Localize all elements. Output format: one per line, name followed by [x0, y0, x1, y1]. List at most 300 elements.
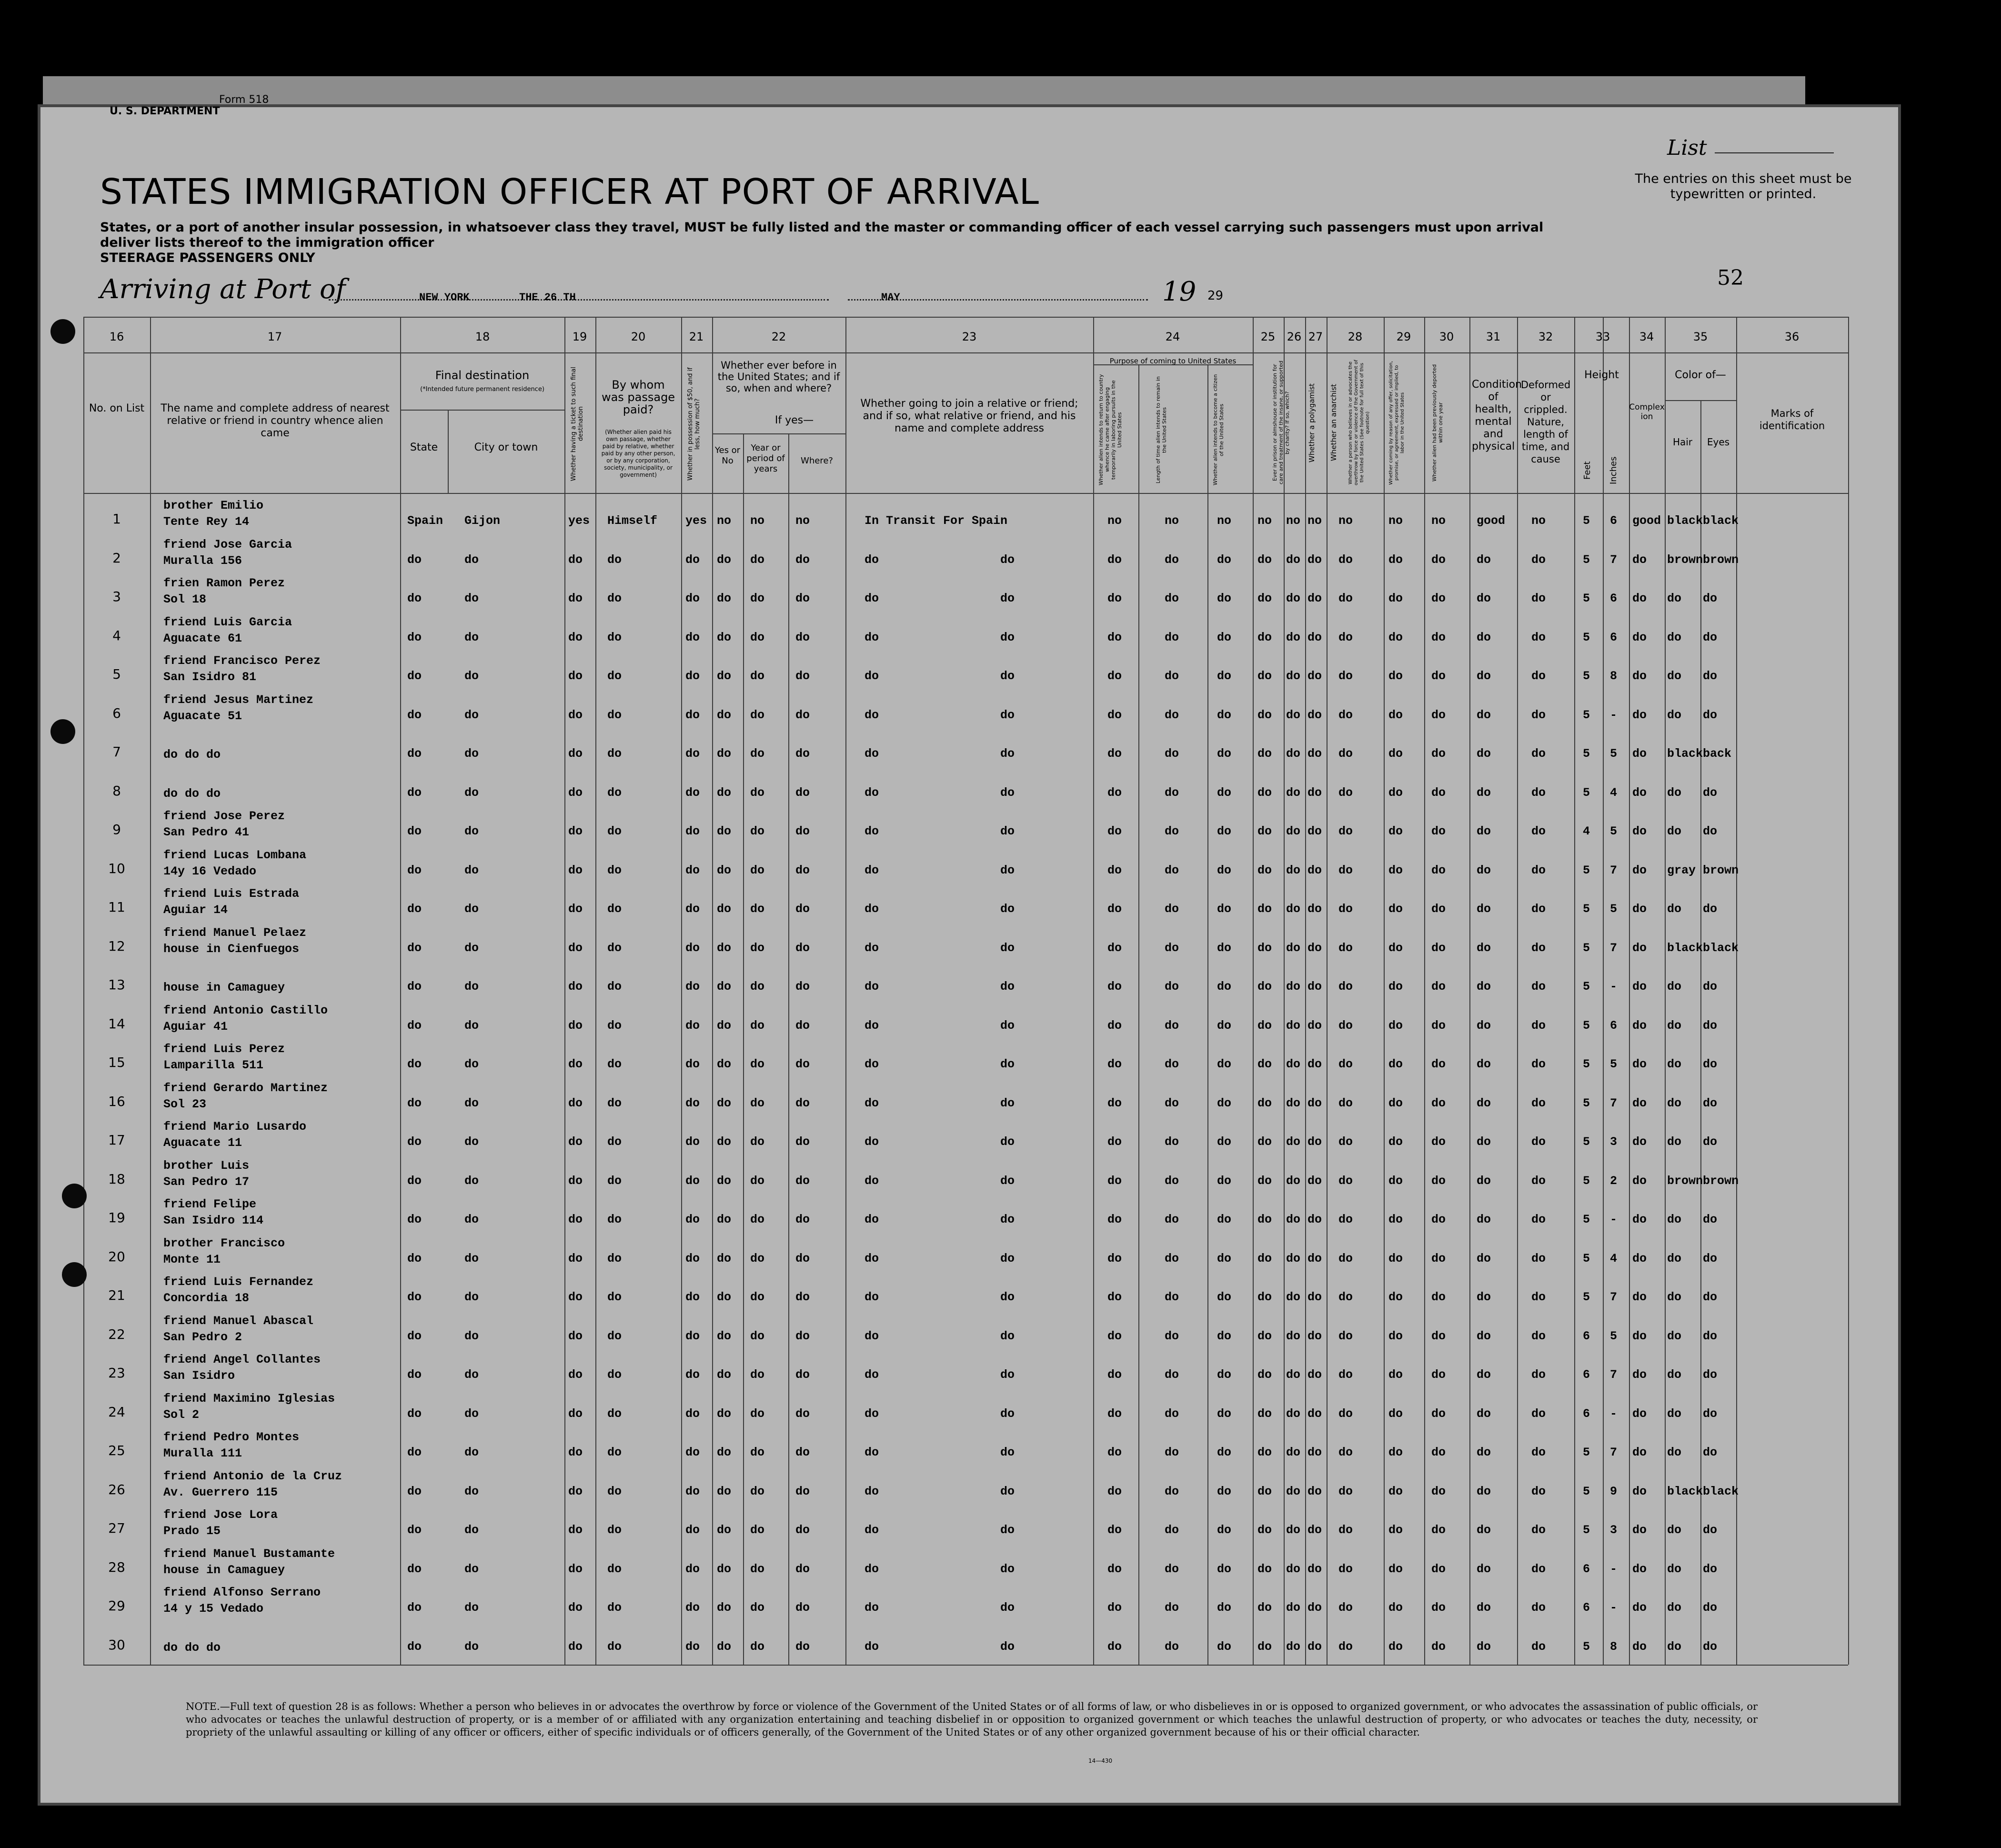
cell-p3: do	[1217, 941, 1232, 955]
cell-deformed: do	[1531, 1601, 1546, 1615]
cell-possession: do	[685, 1135, 700, 1149]
cell-c25: do	[1257, 708, 1272, 722]
page-subtitle	[100, 220, 1577, 266]
cell-c26: do	[1286, 863, 1301, 877]
cell-paid: do	[607, 1057, 622, 1071]
cell-hair: do	[1667, 1251, 1682, 1265]
cell-ticket: do	[568, 941, 583, 955]
row-number: 16	[108, 1093, 125, 1109]
cell-p1: do	[1107, 1639, 1122, 1654]
row-number: 14	[108, 1015, 125, 1032]
cell-c25: do	[1257, 1639, 1272, 1654]
cell-deformed: do	[1531, 824, 1546, 838]
cell-state: do	[407, 1057, 422, 1071]
cell-p1: do	[1107, 708, 1122, 722]
cell-c27: do	[1307, 1523, 1322, 1537]
cell-paid: do	[607, 980, 622, 994]
cell-eyes: do	[1703, 1406, 1718, 1421]
cell-possession: do	[685, 785, 700, 800]
cell-health: do	[1477, 552, 1491, 567]
cell-deformed: do	[1531, 980, 1546, 994]
cell-inches: 8	[1610, 669, 1618, 683]
relative-address: do do do	[163, 786, 221, 801]
relative-name: friend Antonio de la Cruz	[163, 1469, 342, 1483]
relative-name: friend Luis Fernandez	[163, 1275, 314, 1289]
cell-eyes: do	[1703, 1446, 1718, 1459]
cell-deformed: do	[1531, 1523, 1546, 1537]
cell-eyes: do	[1703, 1290, 1718, 1304]
cell-city: do	[464, 1639, 479, 1654]
cell-p1: do	[1107, 1484, 1122, 1498]
cell-paid: do	[607, 1290, 622, 1304]
cell-c25: do	[1257, 1251, 1272, 1265]
header-no-on-list: No. on List	[89, 402, 145, 414]
cell-p2: do	[1165, 1057, 1179, 1071]
cell-hair: brown	[1667, 552, 1703, 567]
header-deported: Whether alien had been previously deported within one year	[1431, 364, 1444, 482]
cell-c26: do	[1286, 552, 1301, 567]
header-purpose: Purpose of coming to United States	[1109, 357, 1237, 365]
column-number: 23	[962, 330, 977, 343]
cell-c28: do	[1338, 1446, 1353, 1459]
header-prison: Ever in prison or almshouse or institution for care and treatment of the insane, or supported by charity? If so, which?	[1272, 361, 1290, 485]
cell-state: Spain	[407, 514, 443, 528]
column-number: 22	[771, 330, 786, 343]
cell-ticket: do	[568, 1484, 583, 1498]
cell-where: do	[795, 824, 810, 838]
cell-city: do	[464, 1523, 479, 1537]
relative-address: Muralla 156	[163, 553, 242, 568]
cell-c27: do	[1307, 747, 1322, 761]
cell-year: do	[750, 1601, 765, 1615]
cell-ticket: do	[568, 1562, 583, 1576]
cell-yn: do	[717, 941, 732, 955]
cell-state: do	[407, 824, 422, 838]
header-purpose-citizen: Whether alien intends to become a citizen of the United States	[1212, 374, 1225, 486]
cell-ticket: do	[568, 1251, 583, 1265]
cell-complexion: do	[1632, 1251, 1647, 1265]
cell-year: do	[750, 863, 765, 877]
cell-city: do	[464, 1446, 479, 1459]
cell-c26: do	[1286, 1484, 1301, 1498]
cell-joining: do	[865, 1446, 879, 1459]
cell-joining: do	[865, 941, 879, 955]
header-polygamist: Whether a polygamist	[1307, 383, 1316, 462]
cell-joining: do	[865, 747, 879, 761]
cell-ticket: do	[568, 1329, 583, 1343]
cell-possession: yes	[685, 514, 707, 528]
year-prefix: 19	[1162, 276, 1197, 307]
cell-complexion: do	[1632, 592, 1647, 605]
cell-p3: do	[1217, 1057, 1232, 1071]
cell-joining: In Transit For Spain	[865, 514, 1008, 528]
cell-ticket: do	[568, 1639, 583, 1654]
cell-year: do	[750, 1018, 765, 1033]
year-suffix: 29	[1207, 289, 1224, 303]
cell-health: do	[1477, 1290, 1491, 1304]
cell-c30: do	[1431, 1329, 1446, 1343]
cell-deformed: do	[1531, 1251, 1546, 1265]
cell-state: do	[407, 708, 422, 722]
cell-c30: do	[1431, 1057, 1446, 1071]
cell-health: do	[1477, 592, 1491, 605]
cell-eyes: do	[1703, 592, 1718, 605]
cell-hair: black	[1667, 514, 1703, 528]
cell-feet: 5	[1583, 1135, 1590, 1149]
cell-possession: do	[685, 1251, 700, 1265]
cell-deformed: do	[1531, 941, 1546, 955]
cell-complexion: do	[1632, 1018, 1647, 1033]
cell-complexion: do	[1632, 1639, 1647, 1654]
column-number: 25	[1260, 330, 1276, 343]
cell-where: do	[795, 980, 810, 994]
cell-hair: do	[1667, 1639, 1682, 1654]
cell-year: do	[750, 785, 765, 800]
cell-city: do	[464, 785, 479, 800]
cell-state: do	[407, 1406, 422, 1421]
cell-where: do	[795, 1290, 810, 1304]
cell-eyes: do	[1703, 1523, 1718, 1537]
footnote-question-28: NOTE.—Full text of question 28 is as follows: Whether a person who believes in or advocates the overthrow by force or violence of the Government of the United States or of all forms of law, or who disbelieves in or is opposed to organized government, or who advocates the assassination of public officials, or who advocates or teaches the unlawful destruction of property, or is a member of or affiliated with any organization entertaining and teaching disbelief in or opposition to organized government or which teaches the unlawful destruction of property, or who advocates or teaches the duty, necessity, or propriety of the unlawful assaulting or killing of any officer or officers, either of specific individuals or of officers generally, of the Government of the United States or of any other organized government because of his or their official character.	[186, 1701, 1758, 1738]
cell-inches: 6	[1610, 592, 1618, 605]
cell-c26: do	[1286, 1601, 1301, 1615]
cell-city: do	[464, 980, 479, 994]
cell-c26: do	[1286, 1523, 1301, 1537]
cell-eyes: do	[1703, 785, 1718, 800]
cell-joining2: do	[1000, 941, 1015, 955]
cell-p2: do	[1165, 1329, 1179, 1343]
cell-joining2: do	[1000, 592, 1015, 605]
cell-hair: black	[1667, 941, 1703, 955]
cell-inches: -	[1610, 1406, 1618, 1421]
cell-health: do	[1477, 941, 1491, 955]
cell-c26: do	[1286, 1368, 1301, 1382]
arriving-label: Arriving at Port of	[100, 274, 346, 305]
cell-c27: do	[1307, 1057, 1322, 1071]
cell-feet: 6	[1583, 1329, 1590, 1343]
cell-p3: do	[1217, 1251, 1232, 1265]
relative-name: brother Luis	[163, 1158, 250, 1173]
cell-inches: 5	[1610, 747, 1618, 761]
cell-p2: do	[1165, 1174, 1179, 1188]
cell-c28: do	[1338, 1329, 1353, 1343]
cell-possession: do	[685, 863, 700, 877]
cell-where: do	[795, 785, 810, 800]
cell-year: do	[750, 1096, 765, 1110]
header-state: State	[410, 442, 438, 453]
column-number: 32	[1538, 330, 1553, 343]
cell-city: do	[464, 1406, 479, 1421]
cell-health: do	[1477, 1639, 1491, 1654]
cell-joining: do	[865, 552, 879, 567]
cell-c25: do	[1257, 902, 1272, 916]
row-number: 30	[108, 1637, 125, 1653]
cell-ticket: do	[568, 630, 583, 644]
port-value: NEW YORK	[419, 291, 470, 303]
cell-p1: do	[1107, 1601, 1122, 1615]
cell-inches: 8	[1610, 1639, 1618, 1654]
cell-hair: do	[1667, 1329, 1682, 1343]
cell-p3: do	[1217, 1562, 1232, 1576]
cell-where: do	[795, 1329, 810, 1343]
cell-feet: 5	[1583, 902, 1590, 916]
cell-where: do	[795, 1446, 810, 1459]
cell-complexion: do	[1632, 1484, 1647, 1498]
cell-health: do	[1477, 1135, 1491, 1149]
cell-complexion: do	[1632, 552, 1647, 567]
cell-complexion: do	[1632, 1406, 1647, 1421]
cell-city: Gijon	[464, 514, 501, 528]
cell-where: do	[795, 1057, 810, 1071]
row-number: 24	[108, 1404, 125, 1420]
row-number: 12	[108, 938, 125, 954]
cell-c26: do	[1286, 1018, 1301, 1033]
cell-complexion: do	[1632, 824, 1647, 838]
cell-eyes: do	[1703, 1135, 1718, 1149]
cell-c29: do	[1388, 863, 1403, 877]
cell-yn: do	[717, 824, 732, 838]
cell-where: do	[795, 1018, 810, 1033]
cell-year: do	[750, 1523, 765, 1537]
cell-year: do	[750, 552, 765, 567]
month-value: MAY	[881, 291, 900, 303]
cell-deformed: do	[1531, 1135, 1546, 1149]
cell-c28: do	[1338, 863, 1353, 877]
cell-c27: do	[1307, 1562, 1322, 1576]
cell-where: do	[795, 1562, 810, 1576]
cell-joining: do	[865, 1096, 879, 1110]
cell-c28: do	[1338, 1368, 1353, 1382]
header-year-period: Year or period of years	[746, 443, 785, 474]
relative-address: San Pedro 41	[163, 825, 250, 839]
cell-city: do	[464, 1135, 479, 1149]
cell-yn: do	[717, 1562, 732, 1576]
cell-yn: do	[717, 1290, 732, 1304]
cell-joining2: do	[1000, 1018, 1015, 1033]
cell-where: do	[795, 1368, 810, 1382]
cell-city: do	[464, 708, 479, 722]
cell-paid: do	[607, 785, 622, 800]
cell-feet: 5	[1583, 747, 1590, 761]
cell-p1: no	[1107, 514, 1122, 528]
row-number: 17	[108, 1132, 125, 1148]
cell-p3: no	[1217, 514, 1232, 528]
cell-c25: do	[1257, 1213, 1272, 1226]
header-purpose-length: Length of time alien intends to remain in the United States	[1155, 376, 1167, 483]
cell-paid: do	[607, 1096, 622, 1110]
header-purpose-return: Whether alien intends to return to country whence he came after engaging temporarily in laboring pursuits in the United States	[1098, 374, 1123, 486]
cell-c27: do	[1307, 592, 1322, 605]
cell-p2: do	[1165, 941, 1179, 955]
cell-joining2: do	[1000, 1562, 1015, 1576]
cell-complexion: do	[1632, 747, 1647, 761]
cell-p3: do	[1217, 1213, 1232, 1226]
cell-joining2: do	[1000, 669, 1015, 683]
cell-deformed: do	[1531, 1213, 1546, 1226]
cell-c27: do	[1307, 1174, 1322, 1188]
cell-c30: do	[1431, 1251, 1446, 1265]
cell-hair: do	[1667, 1562, 1682, 1576]
cell-state: do	[407, 1251, 422, 1265]
cell-eyes: black	[1703, 941, 1739, 955]
cell-p2: do	[1165, 1446, 1179, 1459]
cell-health: do	[1477, 1174, 1491, 1188]
relative-address: San Isidro 114	[163, 1214, 264, 1227]
cell-feet: 5	[1583, 514, 1590, 528]
cell-state: do	[407, 941, 422, 955]
cell-feet: 5	[1583, 863, 1590, 877]
cell-p2: do	[1165, 824, 1179, 838]
cell-hair: do	[1667, 1446, 1682, 1459]
cell-c28: do	[1338, 1174, 1353, 1188]
cell-health: do	[1477, 747, 1491, 761]
cell-deformed: do	[1531, 1484, 1546, 1498]
cell-hair: do	[1667, 902, 1682, 916]
cell-c30: do	[1431, 1135, 1446, 1149]
cell-state: do	[407, 863, 422, 877]
subtitle-line-2: STEERAGE PASSENGERS ONLY	[100, 251, 315, 265]
cell-c28: do	[1338, 941, 1353, 955]
relative-address: Concordia 18	[163, 1291, 250, 1305]
row-number: 3	[112, 589, 121, 604]
cell-hair: do	[1667, 1290, 1682, 1304]
cell-p2: do	[1165, 669, 1179, 683]
cell-c30: do	[1431, 1018, 1446, 1033]
cell-city: do	[464, 902, 479, 916]
cell-inches: 9	[1610, 1484, 1618, 1498]
cell-state: do	[407, 1213, 422, 1226]
cell-possession: do	[685, 1213, 700, 1226]
form-number-text: Form 518	[219, 94, 269, 106]
cell-c30: do	[1431, 1639, 1446, 1654]
cell-feet: 5	[1583, 1639, 1590, 1654]
cell-c29: do	[1388, 1057, 1403, 1071]
cell-p3: do	[1217, 747, 1232, 761]
cell-p1: do	[1107, 785, 1122, 800]
cell-c27: do	[1307, 630, 1322, 644]
cell-hair: do	[1667, 1406, 1682, 1421]
cell-c25: do	[1257, 1135, 1272, 1149]
cell-c28: do	[1338, 1484, 1353, 1498]
cell-eyes: do	[1703, 1213, 1718, 1226]
cell-feet: 6	[1583, 1406, 1590, 1421]
cell-possession: do	[685, 902, 700, 916]
cell-city: do	[464, 1562, 479, 1576]
cell-inches: -	[1610, 980, 1618, 994]
row-number: 22	[108, 1326, 125, 1342]
cell-possession: do	[685, 1639, 700, 1654]
cell-hair: do	[1667, 1135, 1682, 1149]
cell-c28: do	[1338, 1057, 1353, 1071]
cell-complexion: good	[1632, 514, 1661, 528]
cell-joining2: do	[1000, 902, 1015, 916]
row-number: 10	[108, 860, 125, 876]
cell-eyes: brown	[1703, 552, 1739, 567]
cell-city: do	[464, 1251, 479, 1265]
cell-joining2: do	[1000, 863, 1015, 877]
cell-c29: do	[1388, 1213, 1403, 1226]
cell-health: do	[1477, 1057, 1491, 1071]
cell-feet: 6	[1583, 1368, 1590, 1382]
relative-name: friend Maximino Iglesias	[163, 1391, 335, 1406]
cell-c25: do	[1257, 1562, 1272, 1576]
cell-c25: do	[1257, 785, 1272, 800]
relative-address: house in Cienfuegos	[163, 942, 300, 956]
cell-c30: do	[1431, 1406, 1446, 1421]
row-number: 11	[108, 899, 125, 915]
cell-feet: 5	[1583, 941, 1590, 955]
cell-deformed: do	[1531, 1329, 1546, 1343]
cell-c30: do	[1431, 1446, 1446, 1459]
cell-feet: 5	[1583, 669, 1590, 683]
cell-where: do	[795, 1213, 810, 1226]
cell-ticket: do	[568, 1174, 583, 1188]
cell-where: do	[795, 1484, 810, 1498]
cell-state: do	[407, 1368, 422, 1382]
cell-p1: do	[1107, 1213, 1122, 1226]
cell-c26: do	[1286, 1406, 1301, 1421]
cell-joining: do	[865, 1329, 879, 1343]
cell-p2: do	[1165, 1406, 1179, 1421]
cell-p1: do	[1107, 592, 1122, 605]
cell-c29: do	[1388, 1018, 1403, 1033]
cell-c26: do	[1286, 747, 1301, 761]
cell-year: do	[750, 1251, 765, 1265]
cell-possession: do	[685, 1484, 700, 1498]
column-number: 16	[109, 330, 124, 343]
row-number: 13	[108, 977, 125, 993]
punch-hole	[50, 319, 75, 344]
cell-p2: do	[1165, 1368, 1179, 1382]
cell-c30: do	[1431, 669, 1446, 683]
cell-deformed: do	[1531, 1018, 1546, 1033]
relative-name: friend Pedro Montes	[163, 1430, 300, 1444]
cell-p3: do	[1217, 824, 1232, 838]
cell-health: do	[1477, 708, 1491, 722]
cell-c27: do	[1307, 1368, 1322, 1382]
cell-c27: do	[1307, 1251, 1322, 1265]
cell-p1: do	[1107, 1368, 1122, 1382]
cell-where: no	[795, 514, 810, 528]
cell-feet: 5	[1583, 592, 1590, 605]
cell-hair: do	[1667, 1213, 1682, 1226]
row-number: 5	[112, 666, 121, 682]
header-eyes: Eyes	[1707, 436, 1730, 448]
cell-complexion: do	[1632, 630, 1647, 644]
cell-inches: -	[1610, 708, 1618, 722]
cell-c29: do	[1388, 980, 1403, 994]
cell-p2: do	[1165, 747, 1179, 761]
relative-address: San Pedro 2	[163, 1330, 242, 1344]
cell-p3: do	[1217, 1523, 1232, 1537]
cell-joining2: do	[1000, 630, 1015, 644]
cell-year: do	[750, 1562, 765, 1576]
cell-c27: do	[1307, 1290, 1322, 1304]
column-number: 29	[1396, 330, 1411, 343]
cell-city: do	[464, 592, 479, 605]
cell-health: do	[1477, 1213, 1491, 1226]
cell-c28: do	[1338, 1018, 1353, 1033]
cell-joining: do	[865, 1368, 879, 1382]
footer-code: 14—430	[1088, 1758, 1113, 1764]
cell-joining: do	[865, 1601, 879, 1615]
cell-joining2: do	[1000, 1251, 1015, 1265]
cell-state: do	[407, 552, 422, 567]
cell-joining2: do	[1000, 1290, 1015, 1304]
cell-c27: do	[1307, 785, 1322, 800]
cell-health: do	[1477, 669, 1491, 683]
punch-hole	[50, 719, 75, 744]
